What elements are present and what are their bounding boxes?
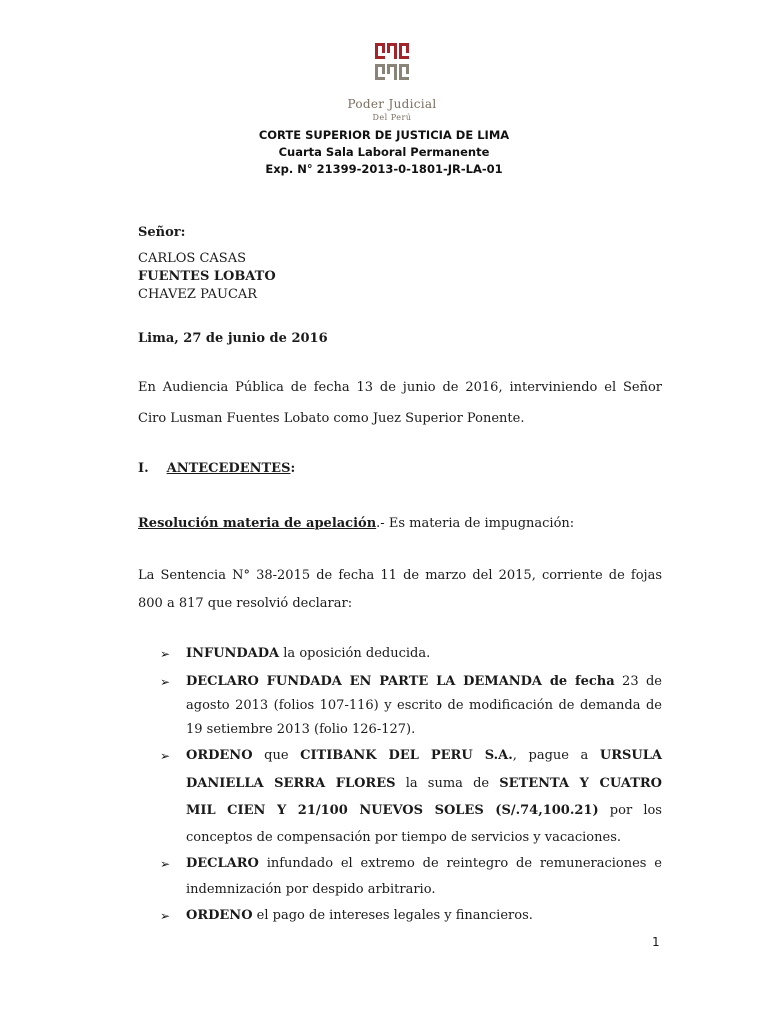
bullet-3-bold-3: URSULA <box>599 748 662 763</box>
bullet-1-bold: INFUNDADA <box>186 646 280 661</box>
sentence-line-2: 800 a 817 que resolvió declarar: <box>138 596 353 611</box>
appeal-label: Resolución materia de apelación <box>138 516 377 531</box>
sentence-line-1: La Sentencia N° 38-2015 de fecha 11 de marzo del 2015, corriente de fojas <box>138 568 662 583</box>
bullet-2-text: 23 de <box>614 674 663 689</box>
intro-line-2: Ciro Lusman Fuentes Lobato como Juez Superior Ponente. <box>138 411 525 426</box>
section-heading <box>138 461 295 476</box>
arrow-bullet-icon: ➢ <box>160 909 171 923</box>
logo-subtitle: Del Perú <box>372 113 412 122</box>
bullet-3-l2-text: la suma de <box>395 776 500 791</box>
bullet-3-bold-1: ORDENO <box>186 748 253 763</box>
section-title: ANTECEDENTES <box>166 461 291 476</box>
bullet-5 <box>186 908 662 923</box>
bullet-2-line-3: 19 setiembre 2013 (folio 126-127). <box>186 722 416 737</box>
intro-line-1: En Audiencia Pública de fecha 13 de junio de 2016, interviniendo el Señor <box>138 380 662 395</box>
bullet-3-text-1: que <box>252 748 301 763</box>
page-number: 1 <box>652 935 660 949</box>
sala-name: Cuarta Sala Laboral Permanente <box>278 145 490 159</box>
section-number: I. <box>138 461 149 476</box>
bullet-2-line-2: agosto 2013 (folios 107-116) y escrito de modificación de demanda de <box>186 698 662 713</box>
bullet-2-line-1 <box>186 674 662 689</box>
bullet-1-text: la oposición deducida. <box>279 646 431 661</box>
bullet-3-l3-bold: MIL CIEN Y 21/100 NUEVOS SOLES (S/.74,100.21) <box>186 803 599 818</box>
section-colon: : <box>290 461 296 476</box>
bullet-5-text: el pago de intereses legales y financieros. <box>252 908 533 923</box>
bullet-1 <box>186 646 662 661</box>
bullet-3-line-1 <box>186 748 662 763</box>
arrow-bullet-icon: ➢ <box>160 675 171 689</box>
poder-judicial-logo <box>344 38 440 126</box>
addressee-name-1: CARLOS CASAS <box>138 251 246 266</box>
arrow-bullet-icon: ➢ <box>160 749 171 763</box>
bullet-4-line-1 <box>186 856 662 871</box>
addressee-name-2: FUENTES LOBATO <box>138 269 276 284</box>
bullet-3-l2-bold-2: SETENTA Y CUATRO <box>499 776 662 791</box>
appeal-text: .- Es materia de impugnación: <box>376 516 575 531</box>
arrow-bullet-icon: ➢ <box>160 857 171 871</box>
arrow-bullet-icon: ➢ <box>160 647 171 661</box>
bullet-3-text-2: , pague a <box>512 748 600 763</box>
bullet-3-bold-2: CITIBANK DEL PERU S.A. <box>300 748 513 763</box>
appeal-line <box>138 516 574 531</box>
bullet-3-line-3 <box>186 803 662 818</box>
bullet-3-line-4: conceptos de compensación por tiempo de servicios y vacaciones. <box>186 830 622 845</box>
document-date: Lima, 27 de junio de 2016 <box>138 331 328 346</box>
addressee-name-3: CHAVEZ PAUCAR <box>138 287 258 302</box>
bullet-2-bold: DECLARO FUNDADA EN PARTE LA DEMANDA de fecha <box>186 674 615 689</box>
bullet-3-line-2 <box>186 776 662 791</box>
bullet-4-bold: DECLARO <box>186 856 259 871</box>
addressee-label: Señor: <box>138 225 186 240</box>
logo-name: Poder Judicial <box>347 97 437 111</box>
bullet-5-bold: ORDENO <box>186 908 253 923</box>
bullet-4-line-2: indemnización por despido arbitrario. <box>186 882 436 897</box>
emblem-icon <box>374 42 410 92</box>
bullet-3-l2-bold-1: DANIELLA SERRA FLORES <box>186 776 396 791</box>
bullet-3-l3-text: por los <box>598 803 662 818</box>
bullet-4-text: infundado el extremo de reintegro de remuneraciones e <box>258 856 662 871</box>
expediente-number: Exp. N° 21399-2013-0-1801-JR-LA-01 <box>265 162 503 176</box>
court-name: CORTE SUPERIOR DE JUSTICIA DE LIMA <box>258 128 510 142</box>
